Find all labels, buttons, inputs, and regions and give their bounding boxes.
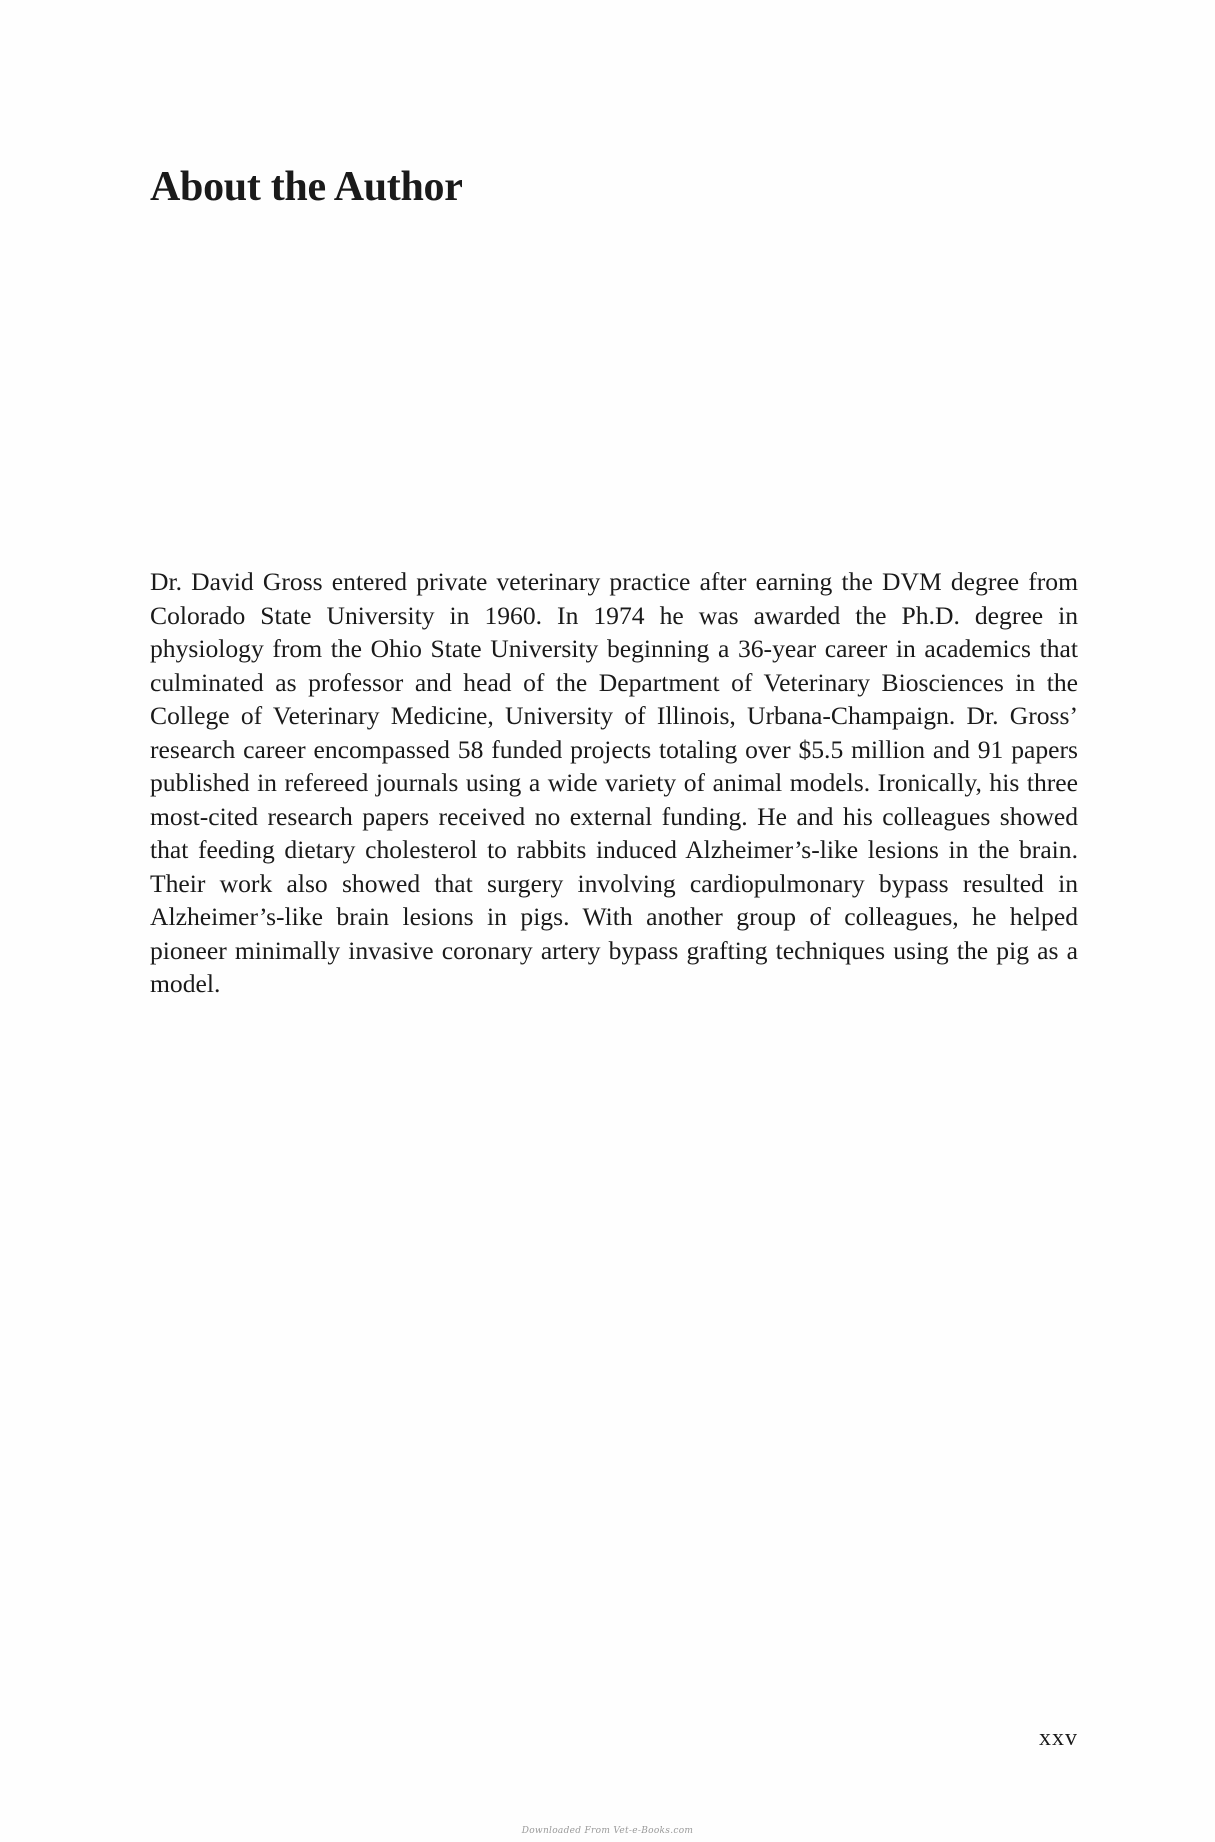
page-number: xxv [1039, 1725, 1078, 1751]
page-heading: About the Author [150, 164, 463, 210]
download-watermark: Downloaded From Vet-e-Books.com [521, 1826, 694, 1836]
author-biography: Dr. David Gross entered private veterinary practice after earning the DVM degree from Colorado State University in 1960. In 1974 he was awarded the Ph.D. degree in physiology from the Ohio State University beginning a 36-year career in academics that culminated as professor and head of the Department of Veterinary Biosciences in the College of Veterinary Medicine, University of Illinois, Urbana-Champaign. Dr. Gross’ research career encompassed 58 funded projects totaling over $5.5 million and 91 papers published in refereed journals using a wide variety of animal models. Ironically, his three most-cited research papers received no external funding. He and his colleagues showed that feeding dietary cholesterol to rabbits induced Alzheimer’s-like lesions in the brain. Their work also showed that surgery involving cardiopulmonary bypass resulted in Alzheimer’s-like brain lesions in pigs. With another group of colleagues, he helped pioneer minimally invasive coronary artery bypass grafting techniques using the pig as a model. [150, 567, 1078, 998]
